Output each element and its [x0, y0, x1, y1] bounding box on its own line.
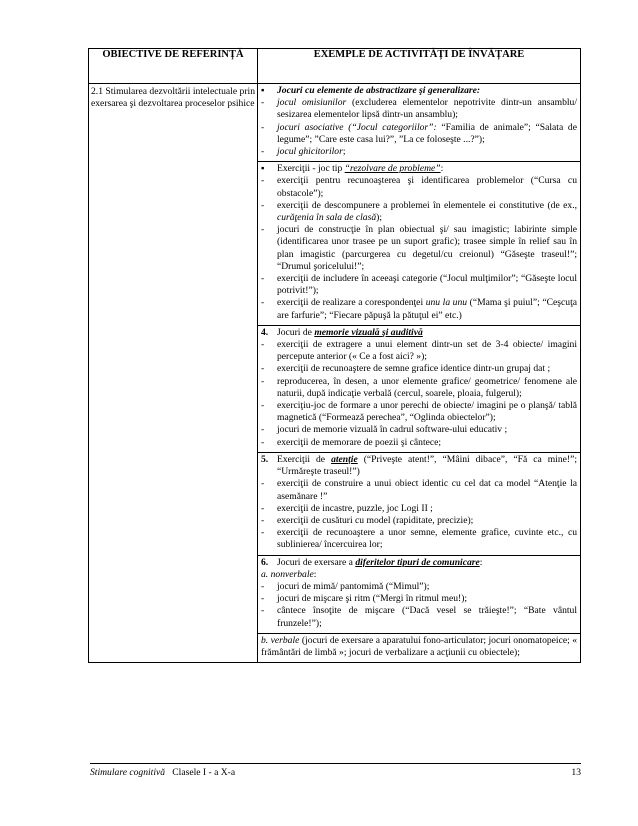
list-subheading: a. nonverbale: [261, 568, 317, 580]
list-item: - jocuri de construcţie în plan obiectual şi/ sau imagistic; labirinte simple (identificarea unor trasee pe un suport grafic); trasee simple în relief sau în plan imagistic (parcurgerea cu degetul/cu creionul) “Găseşte traseul!”; “Drumul şoricelului!”; [261, 224, 577, 272]
header-activities: EXEMPLE DE ACTIVITĂȚI DE ÎNVĂȚARE [258, 49, 581, 84]
list-item: - jocuri de mimă/ pantomimă (“Mimul”); [261, 580, 430, 592]
list-item: - jocuri de mişcare şi ritm (“Mergi în ritmul meu!); [261, 593, 468, 605]
list-item: - jocuri asociative (“Jocul categoriilor”: “Familia de animale”; “Salata de legume”; ”Care este casa lui?”, ”La ce foloseşte ...?”); [261, 121, 577, 145]
list-item: 4. Jocuri de memorie vizuală şi auditivă [261, 326, 423, 338]
list-item: 5. Exerciţii de atenţie (“Priveşte atent!”, “Mâini dibace”, “Fă ca mine!”; “Urmăreşte traseul!”) [261, 453, 577, 478]
table-header-row [89, 49, 581, 84]
section-abstraction [258, 84, 580, 161]
activities-table [88, 48, 581, 663]
list-item: - jocuri de memorie vizuală în cadrul software-ului educativ ; [261, 424, 508, 436]
section-verbal [258, 633, 580, 662]
section-attention [258, 452, 580, 555]
section-problem-solving [258, 161, 580, 325]
page-footer [90, 763, 581, 778]
list-item: - cântece însoţite de mişcare (“Dacă vesel se trăieşte!”; “Bate vântul frunzele!”); [261, 605, 577, 629]
list-item: - exerciţiu-joc de formare a unor perechi de obiecte/ imagini pe o planşă/ tablă magnetică (“Formează perechea”, “Oglinda obiectelor”); [261, 400, 577, 424]
list-item: 6. Jocuri de exersare a diferitelor tipuri de comunicare: [261, 556, 483, 568]
table-row [89, 84, 581, 663]
list-item: - exerciţii de extragere a unui element dintr-un set de 3-4 obiecte/ imagini percepute anterior (« Ce a fost aici? »); [261, 339, 577, 363]
list-item: - exerciţii pentru recunoaşterea şi identificarea problemelor (“Cursa cu obstacole”); [261, 175, 577, 199]
list-item: - jocul ghicitorilor; [261, 146, 346, 158]
section-communication [258, 555, 580, 633]
section-memory [258, 325, 580, 452]
header-objectives: OBIECTIVE DE REFERINȚĂ [89, 49, 258, 84]
activities-cell [258, 84, 581, 663]
list-item: - exerciţii de descompunere a problemei în elementele ei constitutive (de ex., curăţenia în sala de clasă); [261, 199, 577, 224]
list-item: - reproducerea, în desen, a unor elemente grafice/ geometrice/ fenomene ale naturii, după indicaţie verbală (cercul, soarele, ploaia, fulgerul); [261, 375, 577, 399]
objective-text: 2.1 Stimularea dezvoltării intelectuale prin exersarea şi dezvoltarea proceselor psihice [91, 86, 255, 109]
list-item: - exerciţii de recunoaştere de semne grafice identice dintr-un grupaj dat ; [261, 363, 551, 375]
list-item: - exerciţii de construire a unui obiect identic cu cel dat ca model “Atenţie la asemănare !” [261, 478, 577, 502]
list-item: ▪ Jocuri cu elemente de abstractizare şi generalizare: [261, 85, 481, 96]
page-number: 13 [571, 767, 581, 778]
list-item: - exerciţii de recunoaştere a unor semne, elemente grafice, cuvinte etc., cu sublinierea/ încercuirea lor; [261, 527, 577, 551]
list-item: - exerciţii de includere în aceeaşi categorie (“Jocul mulţimilor”; “Găseşte locul potrivit!”); [261, 273, 577, 297]
objective-cell [89, 84, 258, 663]
list-item: - exerciţii de realizare a corespondenţei unu la unu (“Mama şi puiul”; “Ceşcuţa are farfurie”; “Fiecare păpuşă la pătuţul ei” etc.) [261, 297, 577, 321]
list-item: ▪ Exerciţii - joc tip “rezolvare de probleme”: [261, 163, 444, 175]
list-item: - exerciţii de memorare de poezii şi cântece; [261, 436, 442, 448]
footer-title: Stimulare cognitivă Clasele I - a X-a [90, 767, 236, 778]
list-item: - exerciţii de incastre, puzzle, joc Logi II ; [261, 502, 433, 514]
list-item: b. verbale (jocuri de exersare a aparatului fono-articulator; jocuri onomatopeice; « frământări de limbă »; jocuri de verbalizare a acţiunii cu obiectele); [261, 634, 577, 658]
list-item: - jocul omisiunilor (excluderea elementelor nepotrivite dintr-un ansamblu/ sesizarea elementelor lipsă dintr-un ansamblu); [261, 97, 578, 121]
list-item: - exerciţii de cusături cu model (rapiditate, precizie); [261, 514, 474, 526]
